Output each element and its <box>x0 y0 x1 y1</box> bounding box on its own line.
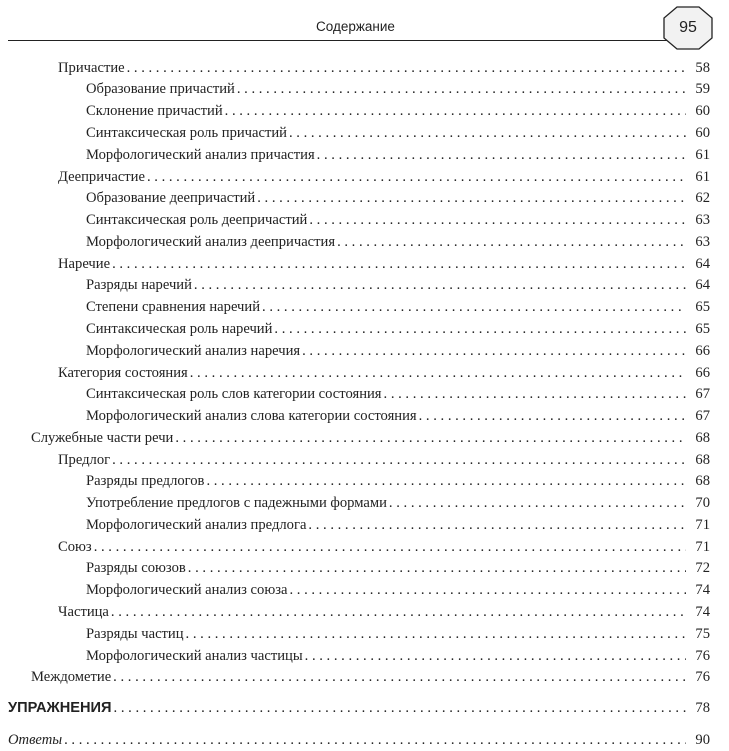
toc-leader-dots <box>257 188 686 209</box>
toc-page-number: 63 <box>695 212 710 228</box>
toc-label: Морфологический анализ деепричастия <box>86 234 336 250</box>
toc-page-number: 74 <box>695 582 710 598</box>
toc-leader-dots <box>225 101 686 122</box>
toc-leader-dots <box>175 428 686 449</box>
toc-leader-dots <box>419 406 686 427</box>
toc-leader-dots <box>188 558 686 579</box>
toc-entry <box>86 319 710 340</box>
toc-page-number: 67 <box>695 408 710 424</box>
toc-leader-dots <box>289 580 686 601</box>
toc-leader-dots <box>389 493 686 514</box>
toc-page-number: 60 <box>695 103 710 119</box>
toc-entry <box>86 232 710 253</box>
toc-page-number: 58 <box>695 60 710 76</box>
toc-label: Разряды предлогов <box>86 473 205 489</box>
toc-page-number: 61 <box>695 169 710 185</box>
toc-page-number: 76 <box>695 648 710 664</box>
toc-label: Разряды частиц <box>86 626 184 642</box>
toc-leader-dots <box>274 319 686 340</box>
toc-page-number: 66 <box>695 343 710 359</box>
toc-page-number: 66 <box>695 365 710 381</box>
toc-entry <box>58 602 710 623</box>
toc-leader-dots <box>190 363 686 384</box>
toc-leader-dots <box>112 254 686 275</box>
toc-entry <box>58 363 710 384</box>
toc-label: Причастие <box>58 60 125 76</box>
toc-label: Употребление предлогов с падежными формами <box>86 495 387 511</box>
toc-page-number: 68 <box>695 430 710 446</box>
toc-entry <box>86 515 710 536</box>
toc-entry <box>86 558 710 579</box>
running-head-title: Содержание <box>316 19 395 34</box>
toc-leader-dots <box>113 667 686 688</box>
toc-entry <box>86 79 710 100</box>
toc-entry <box>86 297 710 318</box>
toc-page-number: 59 <box>695 81 710 97</box>
toc-page-number: 74 <box>695 604 710 620</box>
toc-entry <box>58 450 710 471</box>
toc-label: Образование причастий <box>86 81 235 97</box>
toc-leader-dots <box>147 167 686 188</box>
toc-entry <box>8 730 710 751</box>
toc-leader-dots <box>111 602 686 623</box>
toc-label: УПРАЖНЕНИЯ <box>8 700 112 716</box>
toc-entry <box>8 698 710 719</box>
toc-leader-dots <box>114 698 686 719</box>
toc-leader-dots <box>384 384 686 405</box>
toc-page-number: 71 <box>695 539 710 555</box>
toc-page-number: 64 <box>695 256 710 272</box>
toc-label: Деепричастие <box>58 169 145 185</box>
toc-label: Морфологический анализ наречия <box>86 343 301 359</box>
toc-label: Синтаксическая роль наречий <box>86 321 273 337</box>
toc-entry <box>86 101 710 122</box>
toc-entry <box>31 667 710 688</box>
toc-entry <box>86 188 710 209</box>
toc-entry <box>86 384 710 405</box>
toc-leader-dots <box>112 450 686 471</box>
toc-label: Синтаксическая роль деепричастий <box>86 212 308 228</box>
toc-leader-dots <box>317 145 686 166</box>
toc-leader-dots <box>262 297 686 318</box>
toc-page-number: 63 <box>695 234 710 250</box>
toc-page-number: 76 <box>695 669 710 685</box>
page-number: 95 <box>679 19 697 36</box>
toc-page-number: 75 <box>695 626 710 642</box>
toc-leader-dots <box>308 515 686 536</box>
toc-leader-dots <box>337 232 686 253</box>
toc-leader-dots <box>309 210 686 231</box>
toc-entry <box>86 145 710 166</box>
toc-leader-dots <box>186 624 686 645</box>
toc-page-number: 62 <box>695 190 710 206</box>
toc-leader-dots <box>94 537 686 558</box>
toc-label: Наречие <box>58 256 111 272</box>
toc-page-number: 68 <box>695 452 710 468</box>
toc-entry <box>31 428 710 449</box>
toc-label: Союз <box>58 539 92 555</box>
toc-leader-dots <box>64 730 686 751</box>
toc-label: Морфологический анализ союза <box>86 582 288 598</box>
toc-leader-dots <box>206 471 686 492</box>
toc-label: Предлог <box>58 452 111 468</box>
toc-label: Синтаксическая роль слов категории состояния <box>86 386 382 402</box>
toc-page-number: 68 <box>695 473 710 489</box>
toc-label: Морфологический анализ причастия <box>86 147 315 163</box>
toc-page-number: 65 <box>695 321 710 337</box>
toc-entry <box>86 210 710 231</box>
toc-label: Ответы <box>8 732 63 748</box>
toc-leader-dots <box>302 341 686 362</box>
toc-entry <box>86 406 710 427</box>
toc-leader-dots <box>237 79 686 100</box>
toc-label: Степени сравнения наречий <box>86 299 261 315</box>
toc-entry <box>86 493 710 514</box>
toc-entry <box>86 341 710 362</box>
toc-label: Разряды наречий <box>86 277 192 293</box>
toc-entry <box>86 123 710 144</box>
toc-label: Склонение причастий <box>86 103 223 119</box>
toc-label: Частица <box>58 604 109 620</box>
toc-entry <box>86 580 710 601</box>
toc-label: Морфологический анализ слова категории состояния <box>86 408 417 424</box>
toc-leader-dots <box>289 123 686 144</box>
toc-label: Междометие <box>31 669 112 685</box>
toc-label: Морфологический анализ предлога <box>86 517 307 533</box>
toc-entry <box>86 275 710 296</box>
toc-entry <box>58 537 710 558</box>
toc-entry <box>86 471 710 492</box>
toc-entry <box>58 58 710 79</box>
toc-page-number: 72 <box>695 560 710 576</box>
toc-entry <box>58 167 710 188</box>
toc-entry <box>86 646 710 667</box>
toc-page-number: 78 <box>695 700 710 716</box>
toc-page-number: 67 <box>695 386 710 402</box>
toc-label: Синтаксическая роль причастий <box>86 125 287 141</box>
toc-page-number: 70 <box>695 495 710 511</box>
page-number-badge <box>663 6 713 50</box>
toc-leader-dots <box>305 646 686 667</box>
toc-label: Образование деепричастий <box>86 190 256 206</box>
toc-leader-dots <box>194 275 686 296</box>
toc-page-number: 60 <box>695 125 710 141</box>
toc-page-number: 65 <box>695 299 710 315</box>
toc-page-number: 64 <box>695 277 710 293</box>
toc-page-number: 90 <box>695 732 710 748</box>
toc-page-number: 61 <box>695 147 710 163</box>
toc-label: Категория состояния <box>58 365 188 381</box>
toc-page-number: 71 <box>695 517 710 533</box>
toc-label: Служебные части речи <box>31 430 174 446</box>
toc-label: Разряды союзов <box>86 560 186 576</box>
toc-entry <box>58 254 710 275</box>
toc-leader-dots <box>127 58 686 79</box>
toc-label: Морфологический анализ частицы <box>86 648 303 664</box>
header-rule <box>8 40 690 41</box>
toc-entry <box>86 624 710 645</box>
page-header <box>0 0 729 44</box>
